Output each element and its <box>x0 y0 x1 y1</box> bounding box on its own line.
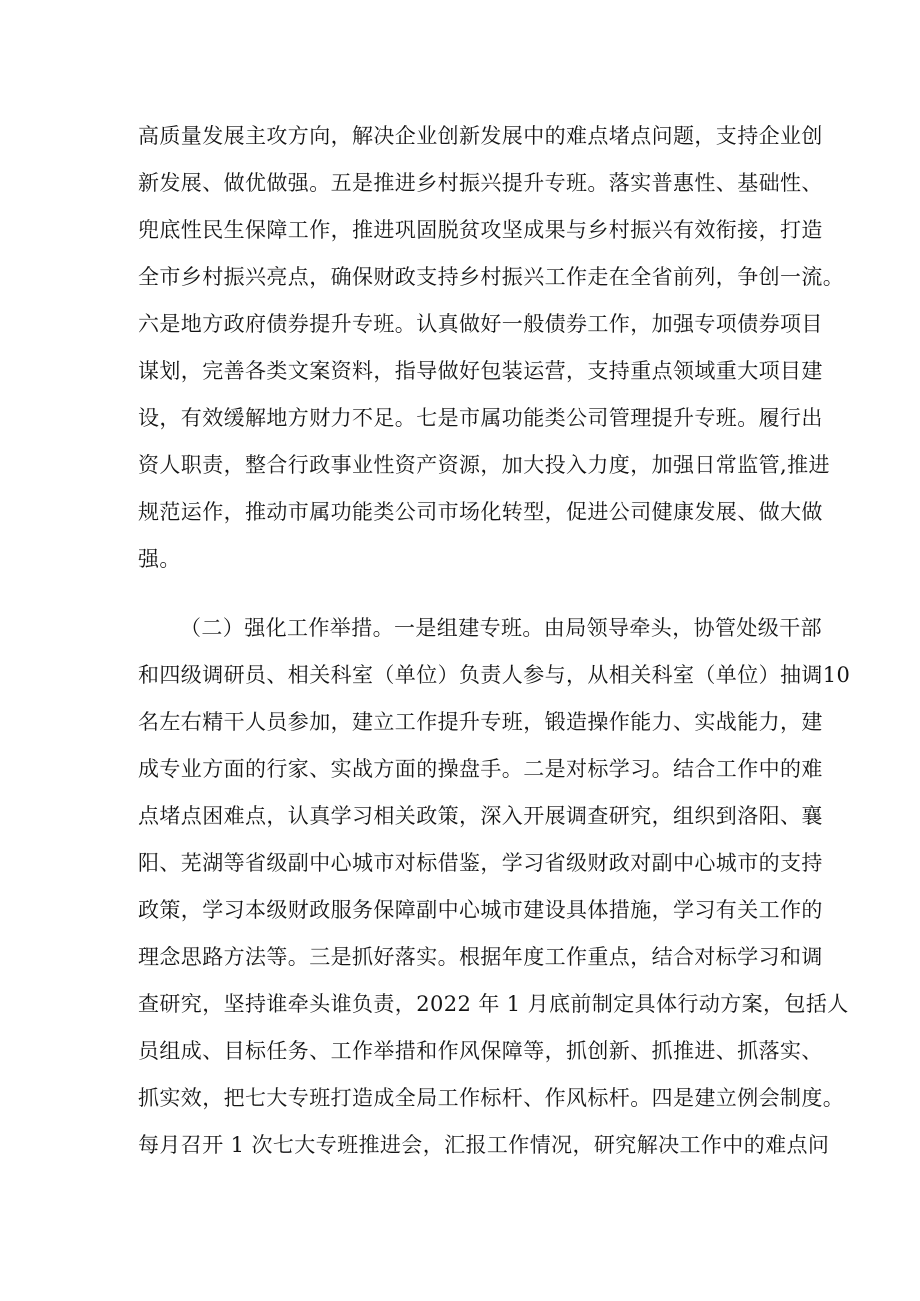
text-line: 谋划，完善各类文案资料，指导做好包装运营，支持重点领域重大项目建 <box>138 359 823 383</box>
text-line: 查研究，坚持谁牵头谁负责，2022 年 1 月底前制定具体行动方案，包括人 <box>138 992 849 1016</box>
text-line: 强。 <box>138 547 181 571</box>
text-line: 每月召开 1 次七大专班推进会，汇报工作情况，研究解决工作中的难点问 <box>138 1133 830 1157</box>
text-line: 规范运作，推动市属功能类公司市场化转型，促进公司健康发展、做大做 <box>138 500 823 524</box>
text-line: 抓实效，把七大专班打造成全局工作标杆、作风标杆。四是建立例会制度。 <box>138 1086 845 1110</box>
text-line: 六是地方政府债券提升专班。认真做好一般债券工作，加强专项债券项目 <box>138 312 823 336</box>
text-line: 政策，学习本级财政服务保障副中心城市建设具体措施，学习有关工作的 <box>138 898 823 922</box>
text-line: 员组成、目标任务、工作举措和作风保障等，抓创新、抓推进、抓落实、 <box>138 1039 823 1063</box>
text-line: 和四级调研员、相关科室（单位）负责人参与，从相关科室（单位）抽调10 <box>138 663 851 687</box>
paragraph-work-measures <box>138 605 851 1169</box>
text-line: 成专业方面的行家、实战方面的操盘手。二是对标学习。结合工作中的难 <box>138 757 823 781</box>
text-line: 理念思路方法等。三是抓好落实。根据年度工作重点，结合对标学习和调 <box>138 945 823 969</box>
text-line: 高质量发展主攻方向，解决企业创新发展中的难点堵点问题，支持企业创 <box>138 124 823 148</box>
text-line: 新发展、做优做强。五是推进乡村振兴提升专班。落实普惠性、基础性、 <box>138 171 823 195</box>
text-line: 设，有效缓解地方财力不足。七是市属功能类公司管理提升专班。履行出 <box>138 406 823 430</box>
text-line: 兜底性民生保障工作，推进巩固脱贫攻坚成果与乡村振兴有效衔接，打造 <box>138 218 823 242</box>
paragraph-continued <box>138 113 845 583</box>
text-line: 点堵点困难点，认真学习相关政策，深入开展调查研究，组织到洛阳、襄 <box>138 804 823 828</box>
text-line: 阳、芜湖等省级副中心城市对标借鉴，学习省级财政对副中心城市的支持 <box>138 851 823 875</box>
text-line: 名左右精干人员参加，建立工作提升专班，锻造操作能力、实战能力，建 <box>138 710 823 734</box>
text-line: （二）强化工作举措。一是组建专班。由局领导牵头，协管处级干部 <box>180 616 822 640</box>
text-line: 资人职责，整合行政事业性资产资源，加大投入力度，加强日常监管,推进 <box>138 453 830 477</box>
text-line: 全市乡村振兴亮点，确保财政支持乡村振兴工作走在全省前列，争创一流。 <box>138 265 845 289</box>
